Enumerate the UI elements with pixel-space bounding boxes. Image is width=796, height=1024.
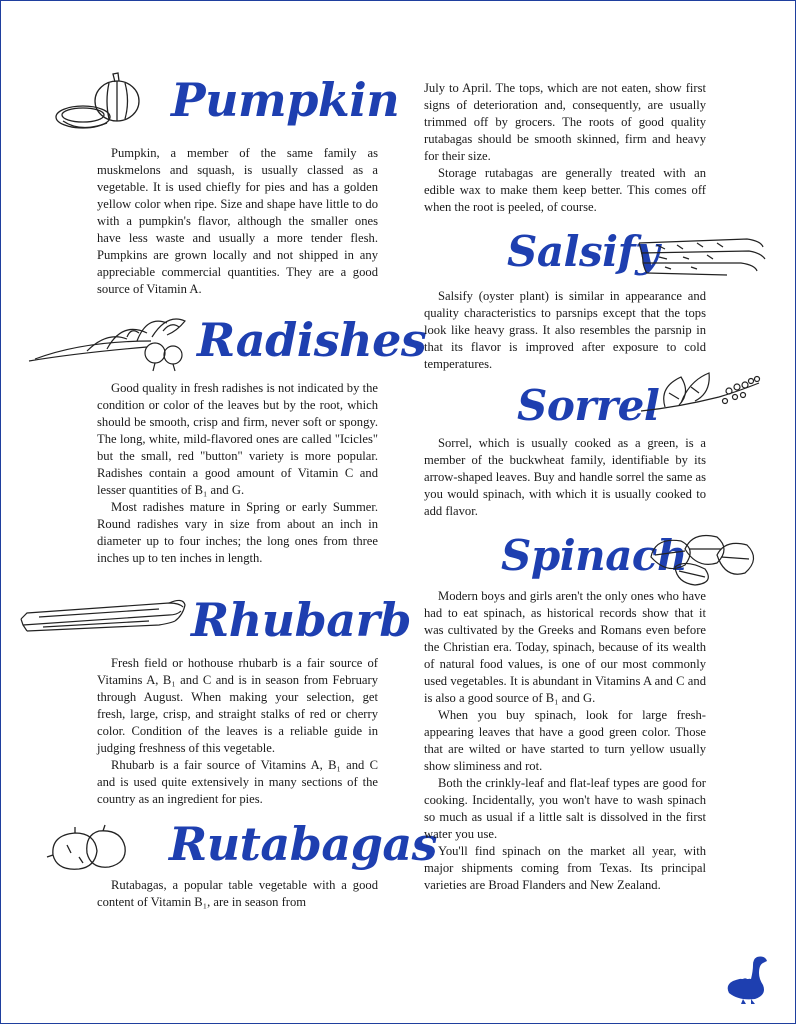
paragraph: Pumpkin, a member of the same family as muskmelons and squash, is usually classed as a vegetable. It is used chiefly for pies and has a golden yellow color when ripe. Size and shape have little to do with a pumpkin's flavor, although the smaller ones have less waste and usually a more tender flesh. Pumpkins are grown locally and not shipped in any appreciable commercial quantities. They are a good source of Vitamin A. — [97, 146, 378, 296]
rhubarb-icon — [19, 597, 187, 639]
paragraph: Rhubarb is a fair source of Vitamins A, B₁ and C and is used quite extensively in many sections of the country as an ingredient for pies. — [97, 758, 378, 806]
pumpkin-title: Pumpkin — [171, 73, 400, 127]
salsify-icon — [637, 235, 767, 281]
paragraph: You'll find spinach on the market all year, with major shipments coming from Texas. Its principal varieties are Broad Flanders and New Zealand. — [424, 844, 706, 892]
radish-icon — [27, 311, 197, 373]
paragraph: Storage rutabagas are generally treated with an edible wax to make them keep better. This comes off when the root is peeled, of course. — [424, 166, 706, 214]
rutabagas-body — [97, 877, 378, 911]
sorrel-body — [424, 435, 706, 520]
pumpkin-icon — [51, 71, 143, 137]
page-number-badge — [723, 953, 771, 1005]
rhubarb-title: Rhubarb — [191, 593, 411, 647]
page-number: 39 — [739, 970, 752, 982]
rutabagas-title: Rutabagas — [169, 817, 438, 871]
paragraph: Sorrel, which is usually cooked as a green, is a member of the buckwheat family, identifiable by its arrow-shaped leaves. Buy and handle sorrel the same as you would spinach, with which it is usually cooked to add flavor. — [424, 436, 706, 518]
paragraph: Salsify (oyster plant) is similar in appearance and quality characteristics to parsnips except that the tops look like heavy grass. It also resembles the parsnip in that its flavor is improved after exposure to cold temperatures. — [424, 289, 706, 371]
paragraph: Most radishes mature in Spring or early Summer. Round radishes vary in size from about an inch in diameter up to four inches; the long ones from three inches up to ten inches in length. — [97, 500, 378, 565]
paragraph: Modern boys and girls aren't the only ones who have had to eat spinach, as historical records show that it was cultivated by the Greeks and Romans even before the Christian era. Today, spinach, because of its wealth of natural food values, is one of our most commonly used vegetables. It is abundant in Vitamins A and C and is also a good source of B₁ and G. — [424, 589, 706, 705]
radishes-title: Radishes — [197, 313, 427, 367]
paragraph: July to April. The tops, which are not eaten, show first signs of deterioration and, consequently, are usually trimmed off by grocers. The roots of good quality rutabagas should be smooth skinned, firm and heavy for their size. — [424, 81, 706, 163]
radishes-body — [97, 380, 378, 567]
paragraph: Rutabagas, a popular table vegetable with a good content of Vitamin B₁, are in season from — [97, 878, 378, 909]
spinach-title: Spinach — [501, 531, 688, 580]
rutabagas-continued — [424, 80, 706, 216]
salsify-body — [424, 288, 706, 373]
paragraph: Good quality in fresh radishes is not indicated by the condition or color of the leaves but by the root, which should be smooth, crisp and firm, never soft or spongy. The long, white, mild-flavored ones are called "Icicles" but the small, red "button" variety is more popular. Radishes contain a good amount of Vitamin C and lesser quantities of B₁ and G. — [97, 381, 378, 497]
spinach-body — [424, 588, 706, 894]
rhubarb-body — [97, 655, 378, 808]
sorrel-icon — [639, 367, 765, 423]
paragraph: Both the crinkly-leaf and flat-leaf types are good for cooking. Incidentally, you won't have to wash spinach so much as usual if a little salt is dissolved in the first water you use. — [424, 776, 706, 841]
salsify-title: Salsify — [507, 227, 660, 276]
paragraph: Fresh field or hothouse rhubarb is a fair source of Vitamins A, B₁ and C and is in season from February through August. When making your selection, get fresh, large, crisp, and straight stalks of red or cherry color. Condition of the leaves is a reliable guide in judging freshness of this vegetable. — [97, 656, 378, 755]
sorrel-title: Sorrel — [517, 381, 660, 430]
paragraph: When you buy spinach, look for large fresh-appearing leaves that have a good green color. Those that are wilted or have started to turn yellow usually show sliminess and rot. — [424, 708, 706, 773]
spinach-icon — [645, 529, 765, 589]
pumpkin-body — [97, 145, 378, 298]
rutabaga-icon — [45, 823, 131, 875]
